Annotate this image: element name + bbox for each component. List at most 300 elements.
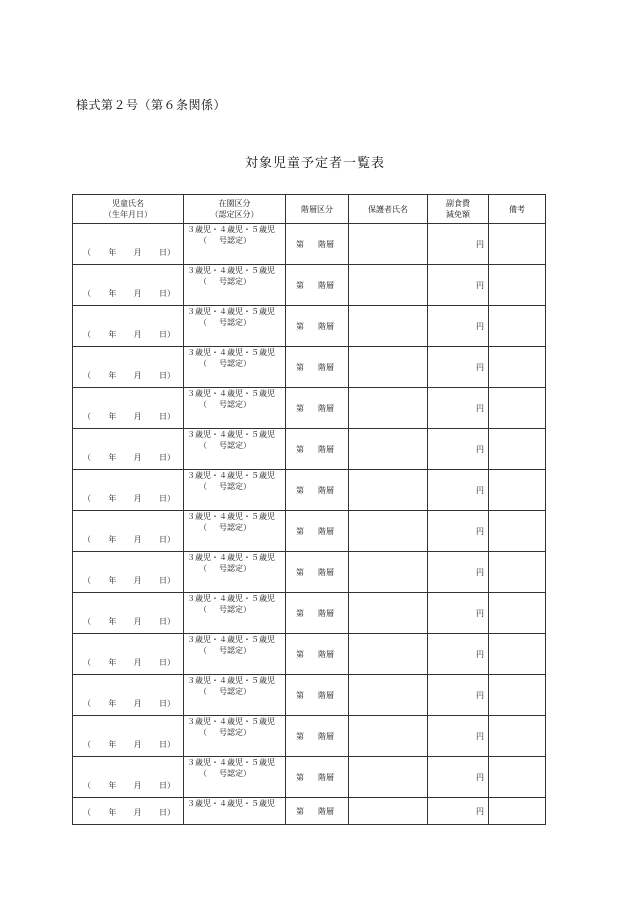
birth-open: （ <box>83 289 91 298</box>
age-options: ３歳児・４歳児・５歳児 <box>187 635 275 644</box>
birth-open: （ <box>83 740 91 749</box>
tier-prefix: 第 <box>296 444 304 454</box>
header-child-name <box>73 195 184 224</box>
tier-cell[interactable] <box>286 265 349 306</box>
fee-cell[interactable] <box>428 470 489 511</box>
page-title: 対象児童予定者一覧表 <box>244 156 385 171</box>
tier-cell[interactable] <box>286 429 349 470</box>
guardian-cell[interactable] <box>349 224 428 265</box>
tier-suffix: 階層 <box>318 239 334 249</box>
fee-unit: 円 <box>476 608 484 618</box>
cert-open: （ <box>199 236 207 245</box>
table-header-row <box>73 195 546 224</box>
age-options: ３歳児・４歳児・５歳児 <box>187 676 275 685</box>
tier-suffix: 階層 <box>318 485 334 495</box>
cert-open: （ <box>199 441 207 450</box>
birth-day: 日） <box>158 658 175 667</box>
tier-prefix: 第 <box>296 772 304 782</box>
cert-suffix: 号認定） <box>219 318 251 327</box>
header-tier <box>286 195 349 224</box>
child-name-cell[interactable] <box>73 265 184 306</box>
cert-open: （ <box>199 400 207 409</box>
birth-year: 年 <box>108 371 117 380</box>
fee-cell[interactable] <box>428 347 489 388</box>
notes-cell[interactable] <box>489 798 546 825</box>
birth-day: 日） <box>158 453 175 462</box>
enrollment-cell[interactable] <box>184 757 286 798</box>
enrollment-cell[interactable] <box>184 306 286 347</box>
birth-day: 日） <box>158 617 175 626</box>
birth-date <box>83 329 175 340</box>
fee-unit: 円 <box>476 280 484 290</box>
fee-cell[interactable] <box>428 265 489 306</box>
cert-open: （ <box>199 523 207 532</box>
fee-cell[interactable] <box>428 224 489 265</box>
fee-unit: 円 <box>476 731 484 741</box>
certification-field <box>187 481 282 492</box>
birth-open: （ <box>83 576 91 585</box>
tier-suffix: 階層 <box>318 806 334 816</box>
birth-month: 月 <box>133 494 142 503</box>
age-options: ３歳児・４歳児・５歳児 <box>187 553 275 562</box>
birth-day: 日） <box>158 781 175 790</box>
birth-open: （ <box>83 412 91 421</box>
tier-cell[interactable] <box>286 470 349 511</box>
table-row <box>73 429 546 470</box>
tier-cell[interactable] <box>286 757 349 798</box>
cert-suffix: 号認定） <box>219 605 251 614</box>
birth-year: 年 <box>108 576 117 585</box>
age-options: ３歳児・４歳児・５歳児 <box>187 512 275 521</box>
table-row <box>73 675 546 716</box>
notes-cell[interactable] <box>489 593 546 634</box>
cert-suffix: 号認定） <box>219 482 251 491</box>
birth-open: （ <box>83 535 91 544</box>
fee-unit: 円 <box>476 649 484 659</box>
notes-cell[interactable] <box>489 224 546 265</box>
birth-month: 月 <box>133 740 142 749</box>
certification-field <box>187 317 282 328</box>
enrollment-cell[interactable] <box>184 716 286 757</box>
guardian-cell[interactable] <box>349 511 428 552</box>
tier-cell[interactable] <box>286 347 349 388</box>
birth-open: （ <box>83 330 91 339</box>
tier-suffix: 階層 <box>318 444 334 454</box>
enrollment-cell[interactable] <box>184 224 286 265</box>
tier-prefix: 第 <box>296 731 304 741</box>
fee-unit: 円 <box>476 362 484 372</box>
guardian-cell[interactable] <box>349 306 428 347</box>
birth-date <box>83 411 175 422</box>
birth-year: 年 <box>108 808 117 817</box>
fee-cell[interactable] <box>428 306 489 347</box>
tier-cell[interactable] <box>286 593 349 634</box>
header-fee-label-1: 副食費 <box>446 199 470 208</box>
notes-cell[interactable] <box>489 388 546 429</box>
guardian-cell[interactable] <box>349 347 428 388</box>
birth-open: （ <box>83 494 91 503</box>
child-name-cell[interactable] <box>73 224 184 265</box>
fee-unit: 円 <box>476 690 484 700</box>
cert-open: （ <box>199 564 207 573</box>
table-row <box>73 757 546 798</box>
tier-prefix: 第 <box>296 649 304 659</box>
age-options: ３歳児・４歳児・５歳児 <box>187 758 275 767</box>
birth-year: 年 <box>108 453 117 462</box>
header-fee <box>428 195 489 224</box>
tier-prefix: 第 <box>296 690 304 700</box>
guardian-cell[interactable] <box>349 470 428 511</box>
birth-date <box>83 247 175 258</box>
cert-open: （ <box>199 359 207 368</box>
fee-cell[interactable] <box>428 798 489 825</box>
tier-prefix: 第 <box>296 526 304 536</box>
birth-date <box>83 370 175 381</box>
child-name-cell[interactable] <box>73 429 184 470</box>
birth-day: 日） <box>158 248 175 257</box>
child-name-cell[interactable] <box>73 798 184 825</box>
cert-suffix: 号認定） <box>219 523 251 532</box>
header-enrollment <box>184 195 286 224</box>
header-notes-label: 備考 <box>509 204 525 214</box>
guardian-cell[interactable] <box>349 593 428 634</box>
cert-suffix: 号認定） <box>219 400 251 409</box>
birth-date <box>83 452 175 463</box>
header-tier-label: 階層区分 <box>301 204 333 214</box>
table-row <box>73 798 546 825</box>
birth-date <box>83 575 175 586</box>
table-row <box>73 470 546 511</box>
cert-open: （ <box>199 769 207 778</box>
guardian-cell[interactable] <box>349 675 428 716</box>
tier-suffix: 階層 <box>318 362 334 372</box>
fee-cell[interactable] <box>428 552 489 593</box>
age-options: ３歳児・４歳児・５歳児 <box>187 348 275 357</box>
child-name-cell[interactable] <box>73 388 184 429</box>
guardian-cell[interactable] <box>349 552 428 593</box>
child-name-cell[interactable] <box>73 675 184 716</box>
tier-suffix: 階層 <box>318 649 334 659</box>
birth-month: 月 <box>133 453 142 462</box>
fee-unit: 円 <box>476 526 484 536</box>
child-name-cell[interactable] <box>73 511 184 552</box>
birth-date <box>83 698 175 709</box>
cert-open: （ <box>199 646 207 655</box>
birth-day: 日） <box>158 371 175 380</box>
fee-cell[interactable] <box>428 675 489 716</box>
child-name-cell[interactable] <box>73 552 184 593</box>
fee-cell[interactable] <box>428 716 489 757</box>
birth-date <box>83 780 175 791</box>
fee-cell[interactable] <box>428 593 489 634</box>
notes-cell[interactable] <box>489 265 546 306</box>
tier-prefix: 第 <box>296 485 304 495</box>
certification-field <box>187 604 282 615</box>
age-options: ３歳児・４歳児・５歳児 <box>187 225 275 234</box>
certification-field <box>187 727 282 738</box>
notes-cell[interactable] <box>489 306 546 347</box>
tier-cell[interactable] <box>286 716 349 757</box>
birth-open: （ <box>83 371 91 380</box>
birth-month: 月 <box>133 535 142 544</box>
birth-month: 月 <box>133 808 142 817</box>
birth-open: （ <box>83 808 91 817</box>
cert-suffix: 号認定） <box>219 728 251 737</box>
fee-unit: 円 <box>476 321 484 331</box>
cert-suffix: 号認定） <box>219 769 251 778</box>
birth-open: （ <box>83 781 91 790</box>
notes-cell[interactable] <box>489 757 546 798</box>
birth-year: 年 <box>108 248 117 257</box>
certification-field <box>187 440 282 451</box>
birth-year: 年 <box>108 412 117 421</box>
age-options: ３歳児・４歳児・５歳児 <box>187 389 275 398</box>
tier-prefix: 第 <box>296 239 304 249</box>
notes-cell[interactable] <box>489 470 546 511</box>
fee-unit: 円 <box>476 806 484 816</box>
tier-cell[interactable] <box>286 388 349 429</box>
tier-prefix: 第 <box>296 806 304 816</box>
certification-field <box>187 399 282 410</box>
cert-open: （ <box>199 605 207 614</box>
tier-prefix: 第 <box>296 567 304 577</box>
birth-month: 月 <box>133 248 142 257</box>
birth-year: 年 <box>108 494 117 503</box>
notes-cell[interactable] <box>489 429 546 470</box>
age-options: ３歳児・４歳児・５歳児 <box>187 799 275 808</box>
certification-field <box>187 522 282 533</box>
age-options: ３歳児・４歳児・５歳児 <box>187 471 275 480</box>
age-options: ３歳児・４歳児・５歳児 <box>187 717 275 726</box>
tier-cell[interactable] <box>286 511 349 552</box>
header-birth-date-label: （生年月日） <box>104 210 152 219</box>
cert-suffix: 号認定） <box>219 277 251 286</box>
enrollment-cell[interactable] <box>184 265 286 306</box>
table-row <box>73 388 546 429</box>
enrollment-cell[interactable] <box>184 593 286 634</box>
birth-date <box>83 493 175 504</box>
cert-open: （ <box>199 318 207 327</box>
fee-cell[interactable] <box>428 511 489 552</box>
birth-day: 日） <box>158 494 175 503</box>
notes-cell[interactable] <box>489 347 546 388</box>
guardian-cell[interactable] <box>349 388 428 429</box>
birth-open: （ <box>83 248 91 257</box>
child-name-cell[interactable] <box>73 306 184 347</box>
certification-field <box>187 768 282 779</box>
child-name-cell[interactable] <box>73 757 184 798</box>
tier-cell[interactable] <box>286 224 349 265</box>
enrollment-cell[interactable] <box>184 675 286 716</box>
birth-day: 日） <box>158 330 175 339</box>
table-row <box>73 224 546 265</box>
cert-open: （ <box>199 277 207 286</box>
tier-cell[interactable] <box>286 552 349 593</box>
guardian-cell[interactable] <box>349 429 428 470</box>
certification-field <box>187 358 282 369</box>
guardian-cell[interactable] <box>349 716 428 757</box>
fee-unit: 円 <box>476 485 484 495</box>
certification-field <box>187 686 282 697</box>
header-enrollment-label: 在園区分 <box>218 199 251 208</box>
certification-field <box>187 276 282 287</box>
tier-cell[interactable] <box>286 798 349 825</box>
birth-month: 月 <box>133 576 142 585</box>
tier-prefix: 第 <box>296 321 304 331</box>
birth-open: （ <box>83 453 91 462</box>
table-row <box>73 306 546 347</box>
cert-open: （ <box>199 687 207 696</box>
cert-suffix: 号認定） <box>219 236 251 245</box>
form-number: 様式第２号（第６条関係） <box>76 98 227 112</box>
certification-field <box>187 563 282 574</box>
cert-suffix: 号認定） <box>219 441 251 450</box>
birth-year: 年 <box>108 658 117 667</box>
header-guardian <box>349 195 428 224</box>
guardian-cell[interactable] <box>349 634 428 675</box>
cert-suffix: 号認定） <box>219 359 251 368</box>
child-name-cell[interactable] <box>73 716 184 757</box>
tier-suffix: 階層 <box>318 567 334 577</box>
header-fee-label-2: 減免額 <box>446 210 470 219</box>
tier-suffix: 階層 <box>318 403 334 413</box>
cert-suffix: 号認定） <box>219 687 251 696</box>
child-name-cell[interactable] <box>73 470 184 511</box>
birth-year: 年 <box>108 617 117 626</box>
table-row <box>73 552 546 593</box>
fee-unit: 円 <box>476 567 484 577</box>
age-options: ３歳児・４歳児・５歳児 <box>187 307 275 316</box>
fee-unit: 円 <box>476 772 484 782</box>
tier-suffix: 階層 <box>318 772 334 782</box>
tier-prefix: 第 <box>296 280 304 290</box>
birth-date <box>83 534 175 545</box>
tier-cell[interactable] <box>286 634 349 675</box>
cert-open: （ <box>199 728 207 737</box>
guardian-cell[interactable] <box>349 757 428 798</box>
birth-day: 日） <box>158 740 175 749</box>
tier-suffix: 階層 <box>318 526 334 536</box>
fee-unit: 円 <box>476 239 484 249</box>
birth-day: 日） <box>158 289 175 298</box>
birth-day: 日） <box>158 412 175 421</box>
enrollment-cell[interactable] <box>184 388 286 429</box>
table-row <box>73 593 546 634</box>
header-child-name-label: 児童氏名 <box>112 199 144 208</box>
header-notes <box>489 195 546 224</box>
enrollment-cell[interactable] <box>184 634 286 675</box>
fee-cell[interactable] <box>428 429 489 470</box>
enrollment-cell[interactable] <box>184 552 286 593</box>
child-name-cell[interactable] <box>73 347 184 388</box>
notes-cell[interactable] <box>489 675 546 716</box>
child-name-cell[interactable] <box>73 634 184 675</box>
tier-suffix: 階層 <box>318 608 334 618</box>
table-row <box>73 716 546 757</box>
birth-open: （ <box>83 699 91 708</box>
age-options: ３歳児・４歳児・５歳児 <box>187 594 275 603</box>
birth-open: （ <box>83 658 91 667</box>
table-row <box>73 265 546 306</box>
cert-suffix: 号認定） <box>219 564 251 573</box>
fee-unit: 円 <box>476 444 484 454</box>
birth-year: 年 <box>108 740 117 749</box>
birth-day: 日） <box>158 576 175 585</box>
notes-cell[interactable] <box>489 634 546 675</box>
child-name-cell[interactable] <box>73 593 184 634</box>
birth-year: 年 <box>108 289 117 298</box>
birth-date <box>83 616 175 627</box>
birth-year: 年 <box>108 781 117 790</box>
guardian-cell[interactable] <box>349 798 428 825</box>
fee-cell[interactable] <box>428 757 489 798</box>
notes-cell[interactable] <box>489 552 546 593</box>
notes-cell[interactable] <box>489 716 546 757</box>
tier-prefix: 第 <box>296 608 304 618</box>
birth-month: 月 <box>133 658 142 667</box>
birth-day: 日） <box>158 535 175 544</box>
tier-suffix: 階層 <box>318 690 334 700</box>
tier-prefix: 第 <box>296 403 304 413</box>
birth-month: 月 <box>133 330 142 339</box>
table-row <box>73 347 546 388</box>
tier-cell[interactable] <box>286 306 349 347</box>
birth-day: 日） <box>158 808 175 817</box>
age-options: ３歳児・４歳児・５歳児 <box>187 430 275 439</box>
children-table <box>72 194 546 825</box>
birth-month: 月 <box>133 289 142 298</box>
table-row <box>73 634 546 675</box>
table-row <box>73 511 546 552</box>
certification-field <box>187 645 282 656</box>
tier-suffix: 階層 <box>318 280 334 290</box>
birth-open: （ <box>83 617 91 626</box>
birth-date <box>83 807 175 818</box>
guardian-cell[interactable] <box>349 265 428 306</box>
fee-unit: 円 <box>476 403 484 413</box>
tier-suffix: 階層 <box>318 321 334 331</box>
tier-prefix: 第 <box>296 362 304 372</box>
header-certification-label: （認定区分） <box>210 210 259 219</box>
notes-cell[interactable] <box>489 511 546 552</box>
birth-date <box>83 739 175 750</box>
header-guardian-label: 保護者氏名 <box>368 204 408 214</box>
birth-month: 月 <box>133 617 142 626</box>
birth-month: 月 <box>133 699 142 708</box>
enrollment-cell[interactable] <box>184 511 286 552</box>
enrollment-cell[interactable] <box>184 470 286 511</box>
enrollment-cell[interactable] <box>184 347 286 388</box>
table-body <box>73 224 546 825</box>
birth-month: 月 <box>133 781 142 790</box>
cert-suffix: 号認定） <box>219 646 251 655</box>
fee-cell[interactable] <box>428 388 489 429</box>
birth-year: 年 <box>108 699 117 708</box>
birth-day: 日） <box>158 699 175 708</box>
age-options: ３歳児・４歳児・５歳児 <box>187 266 275 275</box>
birth-year: 年 <box>108 330 117 339</box>
tier-suffix: 階層 <box>318 731 334 741</box>
birth-year: 年 <box>108 535 117 544</box>
tier-cell[interactable] <box>286 675 349 716</box>
fee-cell[interactable] <box>428 634 489 675</box>
certification-field <box>187 235 282 246</box>
enrollment-cell[interactable] <box>184 429 286 470</box>
enrollment-cell[interactable] <box>184 798 286 825</box>
cert-open: （ <box>199 482 207 491</box>
birth-month: 月 <box>133 371 142 380</box>
birth-date <box>83 288 175 299</box>
